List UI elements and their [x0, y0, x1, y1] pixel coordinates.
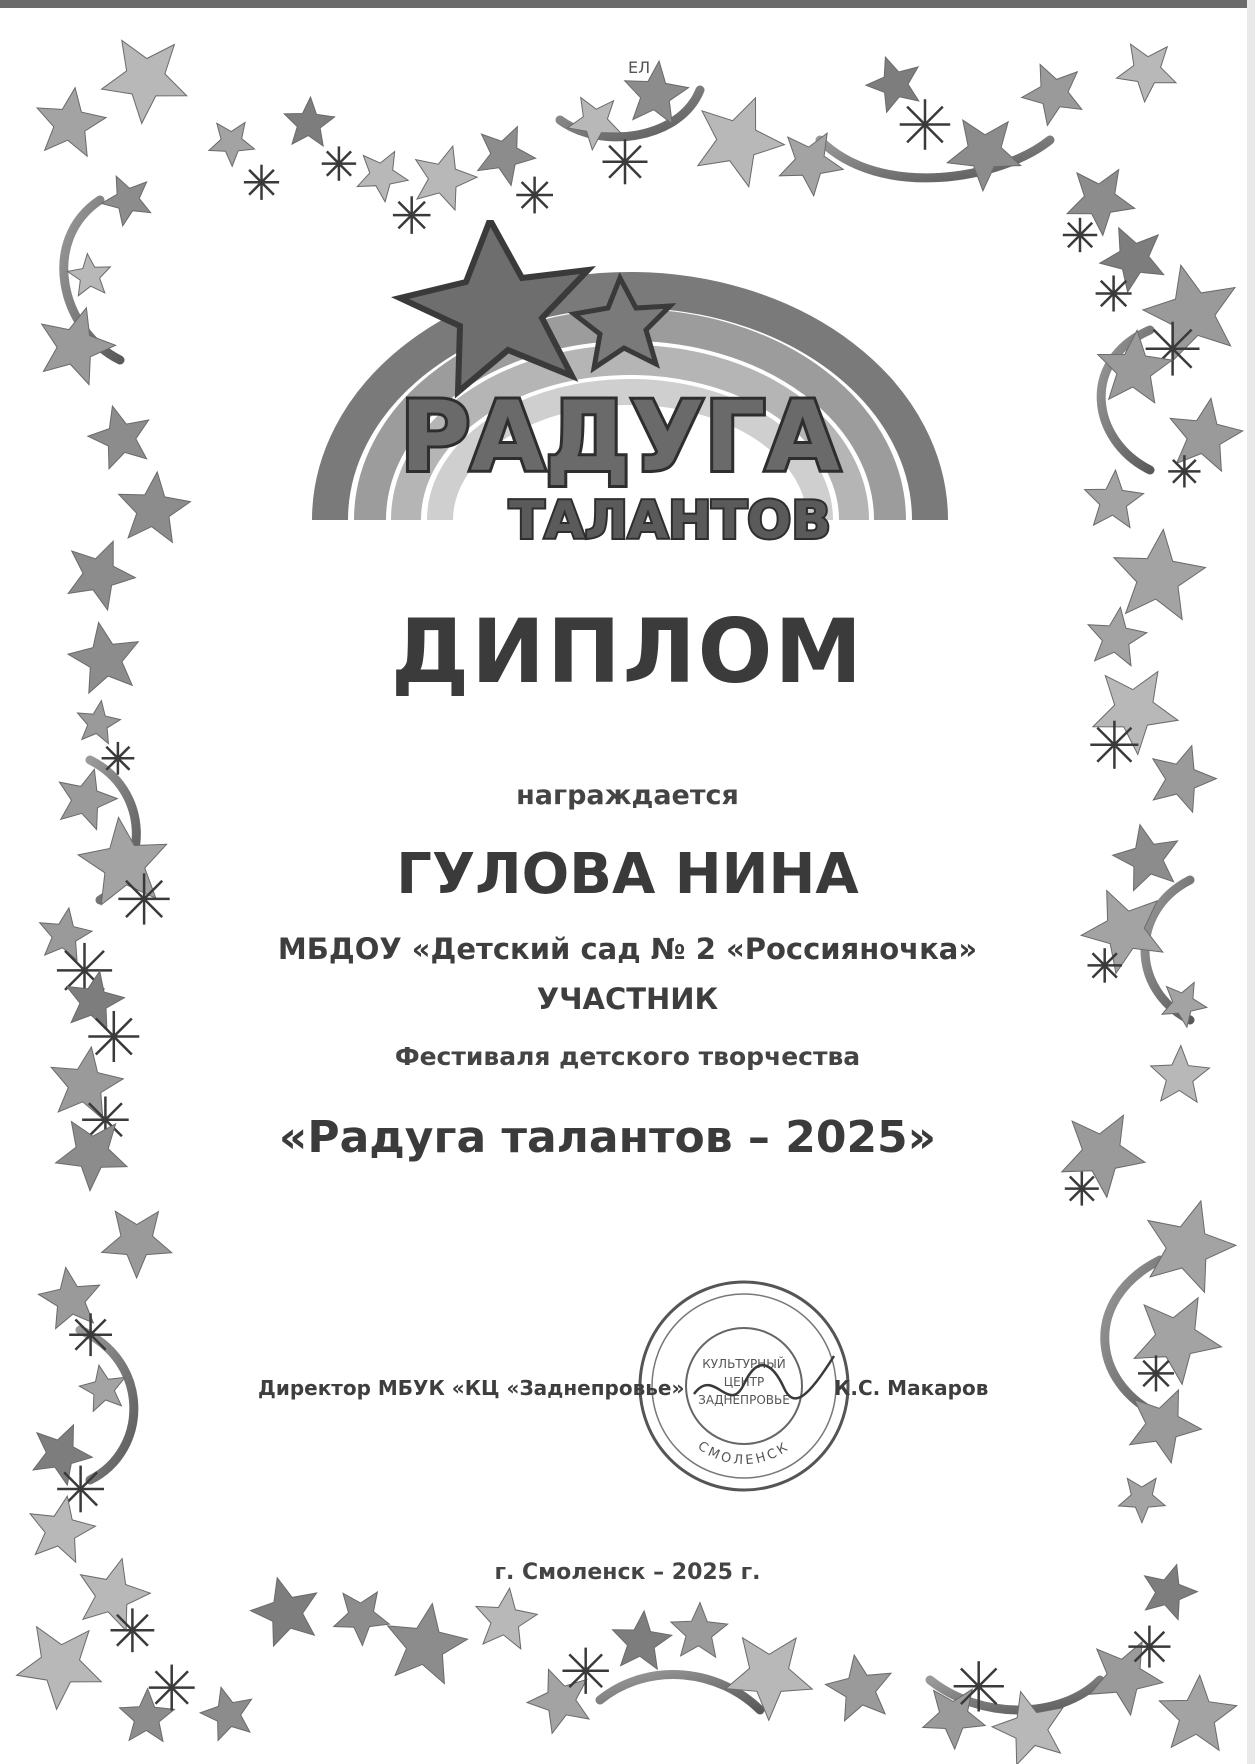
- sparkle-icon: [516, 177, 553, 214]
- stamp-center-line1: КУЛЬТУРНЫЙ: [702, 1357, 786, 1371]
- sparkle-icon: [1138, 1355, 1174, 1391]
- star-icon: [68, 254, 111, 296]
- star-icon: [1134, 1298, 1221, 1385]
- stamp-ring-text: СМОЛЕНСК: [694, 1438, 793, 1469]
- star-icon: [1119, 1478, 1166, 1522]
- sparkle-icon: [1090, 721, 1138, 769]
- sparkle-icon: [900, 99, 951, 150]
- star-icon: [42, 308, 116, 385]
- star-icon: [1148, 1201, 1236, 1292]
- star-icon: [33, 1425, 92, 1485]
- star-icon: [357, 152, 408, 202]
- stamp-center-line3: ЗАДНЕПРОВЬЕ: [698, 1393, 790, 1407]
- star-icon: [671, 1603, 728, 1658]
- sparkle-icon: [954, 1661, 1004, 1711]
- sparkle-icon: [1096, 276, 1132, 312]
- star-icon: [726, 1638, 813, 1721]
- star-icon: [119, 472, 191, 543]
- ribbon-swirl: [820, 140, 1050, 178]
- star-icon: [37, 88, 106, 157]
- star-icon: [388, 1604, 468, 1684]
- sparkle-icon: [1168, 455, 1200, 487]
- stamp-center-line2: ЦЕНТР: [723, 1375, 765, 1389]
- star-icon: [209, 123, 255, 167]
- star-icon: [1170, 398, 1243, 471]
- sparkle-icon: [111, 1608, 155, 1652]
- star-icon: [88, 406, 149, 469]
- sparkle-icon: [563, 1648, 609, 1694]
- star-icon: [478, 127, 536, 186]
- sparkle-icon: [102, 742, 135, 775]
- star-icon: [1100, 228, 1164, 292]
- star-icon: [825, 1655, 891, 1721]
- sparkle-icon: [1063, 218, 1097, 252]
- star-icon: [1067, 170, 1135, 236]
- star-icon: [1085, 470, 1144, 527]
- star-icon: [1022, 64, 1082, 125]
- logo-subtitle-text: ТАЛАНТОВ: [509, 491, 831, 551]
- star-icon: [334, 1592, 390, 1646]
- logo-title-text: РАДУГА: [400, 381, 840, 493]
- sparkle-icon: [603, 139, 648, 184]
- header-mark: ЕЛ: [628, 58, 651, 77]
- star-icon: [947, 120, 1021, 191]
- star-icon: [102, 40, 187, 123]
- star-icon: [1117, 44, 1177, 102]
- star-icon: [568, 98, 621, 150]
- star-icon: [79, 1365, 125, 1411]
- festival-intro: Фестиваля детского творчества: [394, 1042, 861, 1071]
- star-icon: [1159, 1675, 1236, 1750]
- signatory-name: К.С. Макаров: [834, 1376, 989, 1400]
- recipient-name: ГУЛОВА НИНА: [396, 842, 859, 907]
- star-icon: [200, 1687, 251, 1740]
- star-icon: [476, 1588, 537, 1649]
- star-icon: [416, 146, 477, 210]
- star-icon: [30, 1496, 95, 1562]
- star-icon: [698, 98, 785, 187]
- star-icon: [284, 97, 334, 146]
- star-icon: [613, 1611, 672, 1669]
- star-icon: [1143, 265, 1235, 360]
- star-icon: [17, 1627, 102, 1710]
- diploma-title: ДИПЛОМ: [390, 600, 865, 703]
- star-icon: [527, 1669, 589, 1733]
- recipient-organization: МБДОУ «Детский сад № 2 «Россияночка»: [277, 932, 978, 966]
- rainbow-talents-logo: [290, 220, 970, 580]
- star-icon: [120, 1689, 175, 1742]
- festival-name: «Радуга талантов – 2025»: [278, 1112, 937, 1163]
- star-icon: [251, 1578, 317, 1646]
- sparkle-icon: [1065, 1172, 1099, 1206]
- star-icon: [102, 1211, 172, 1278]
- sparkle-icon: [1128, 1626, 1170, 1668]
- star-icon: [78, 701, 121, 744]
- sparkle-icon: [322, 146, 356, 180]
- recipient-role: УЧАСТНИК: [536, 982, 719, 1016]
- star-icon: [866, 57, 919, 112]
- signatory-position: Директор МБУК «КЦ «Заднепровье»: [258, 1376, 685, 1400]
- sparkle-icon: [244, 165, 279, 200]
- awarded-label: награждается: [516, 780, 739, 811]
- city-year: г. Смоленск – 2025 г.: [494, 1560, 761, 1585]
- sparkle-icon: [149, 1665, 195, 1711]
- sparkle-icon: [69, 1313, 112, 1356]
- star-icon: [779, 133, 843, 196]
- star-icon: [101, 176, 150, 226]
